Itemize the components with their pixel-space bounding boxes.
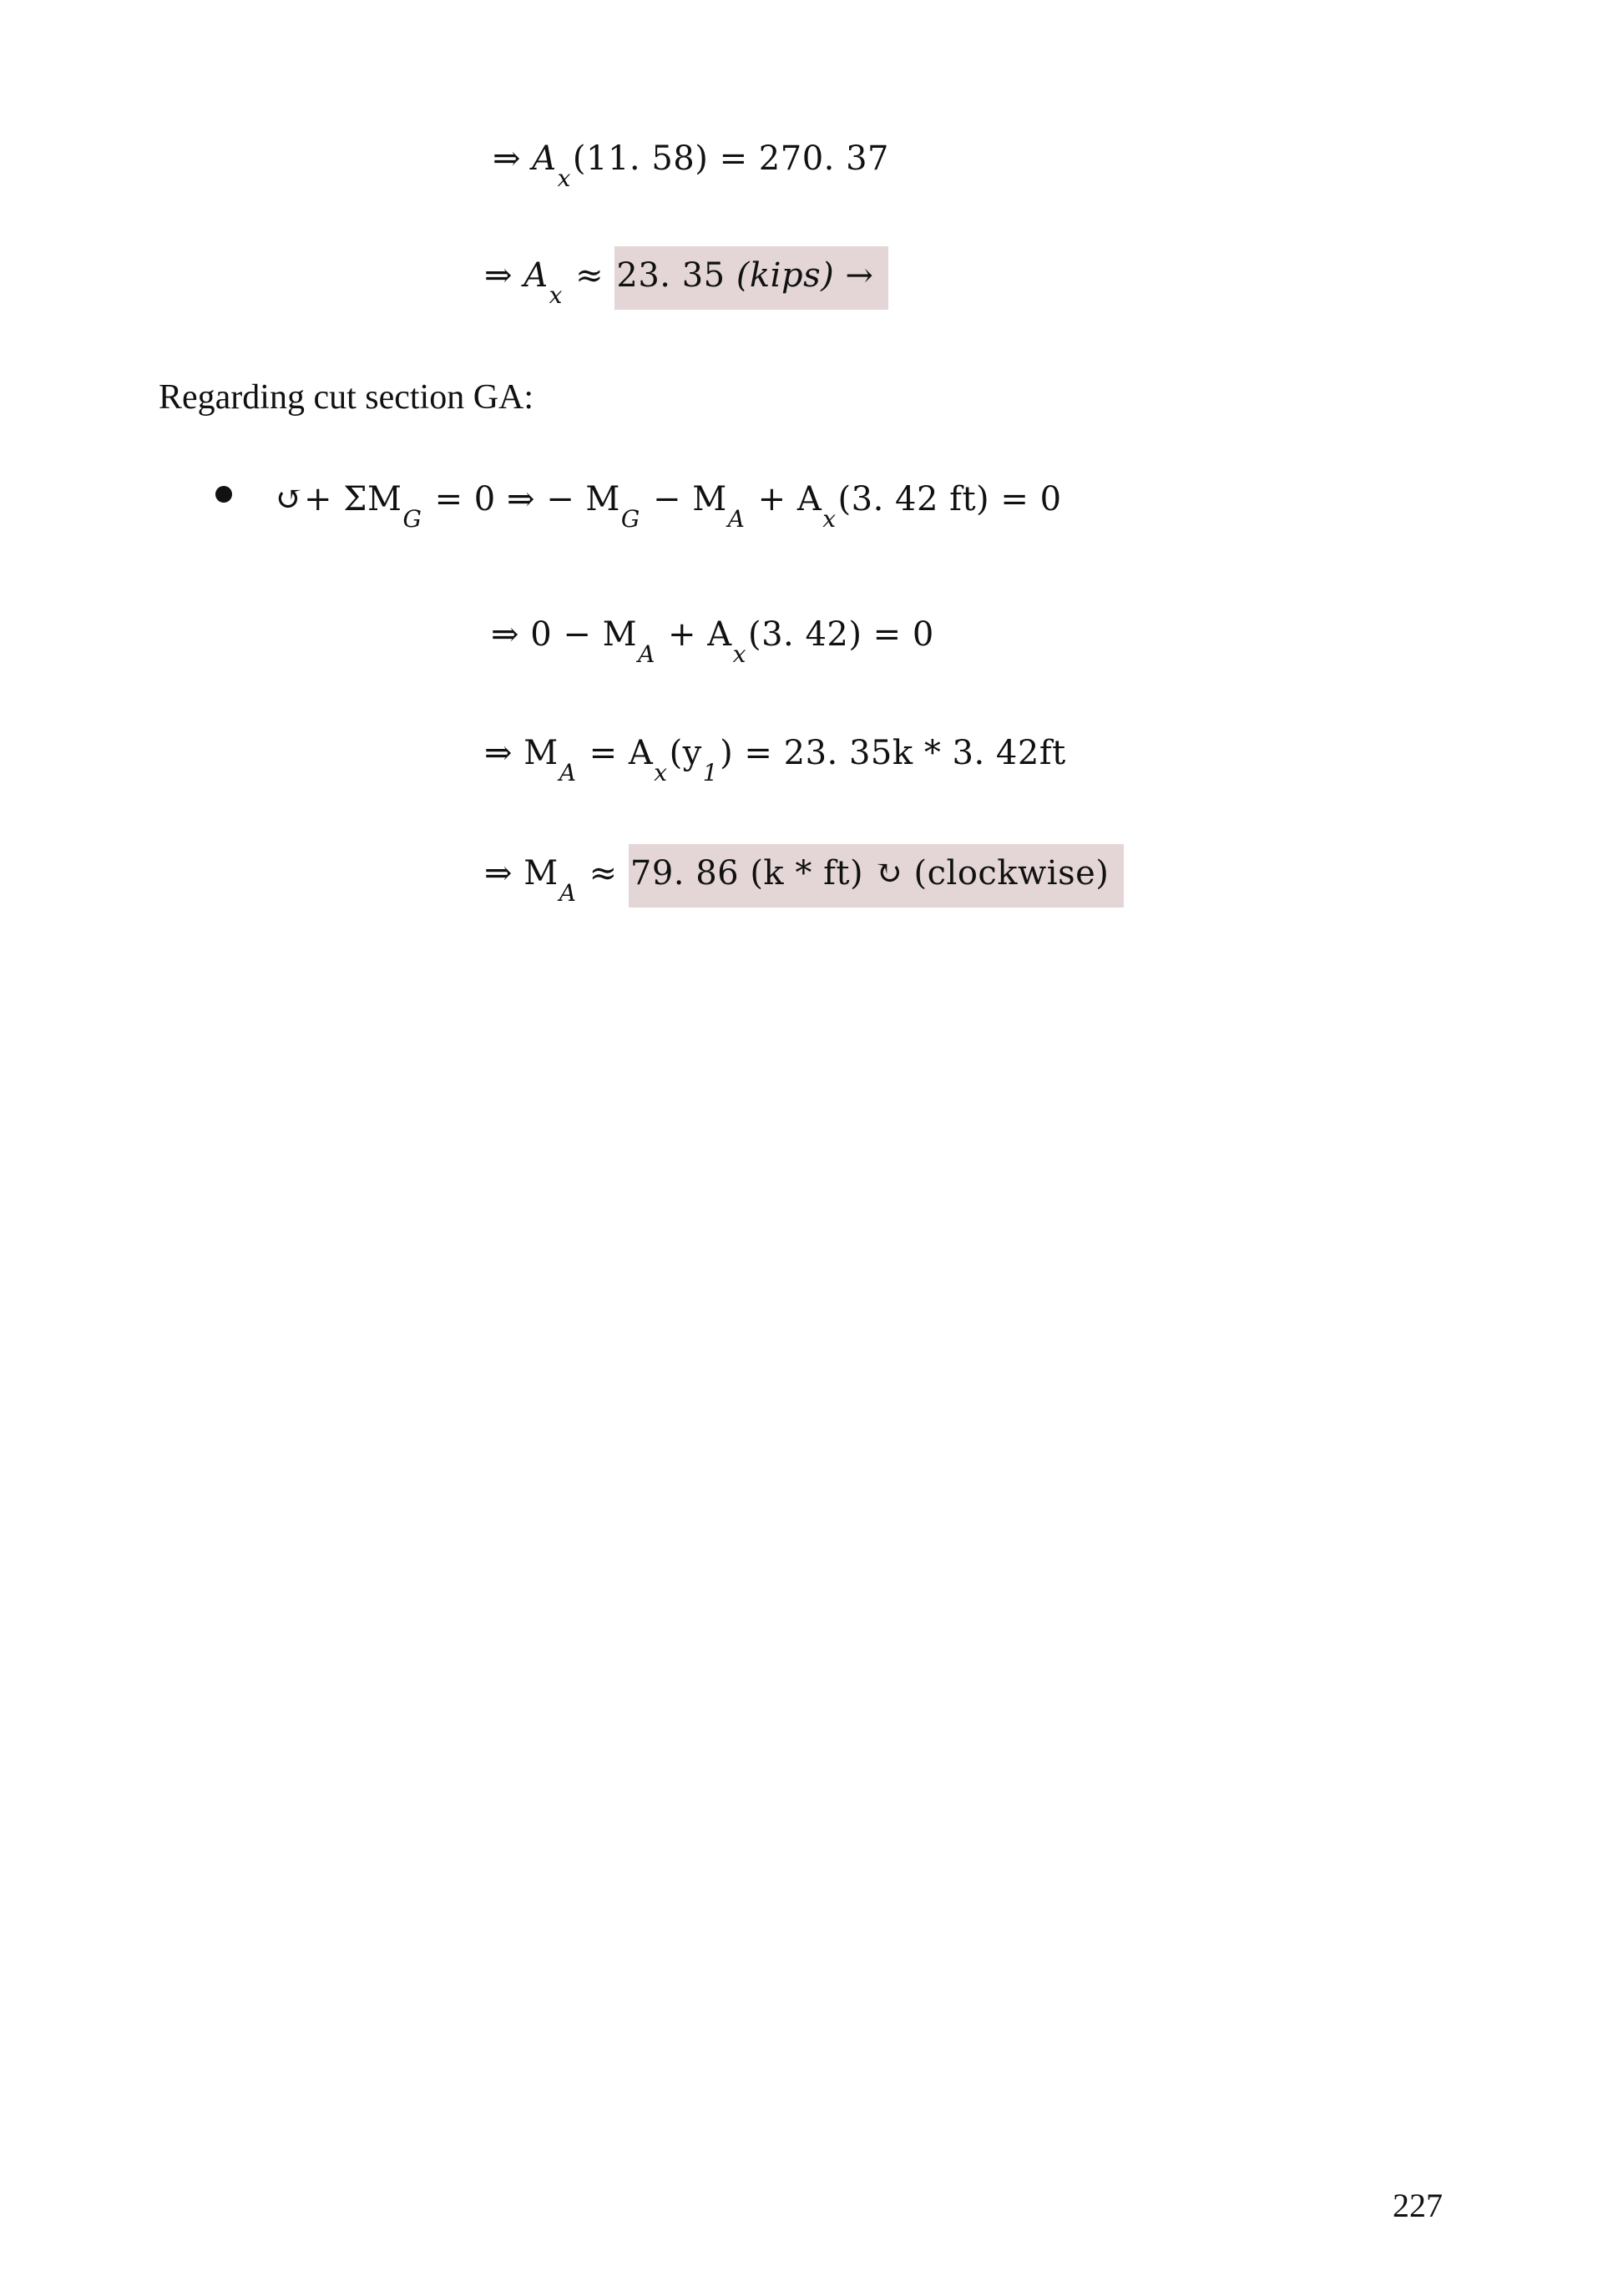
highlighted-result: 79. 86 (k * ft) ↻ (clockwise): [629, 844, 1125, 908]
equation-part: ⇒ M: [484, 854, 559, 893]
page-number: 227: [1393, 2187, 1443, 2224]
variable-a: A: [523, 256, 549, 295]
subscript-x: x: [557, 164, 571, 192]
subscript-x: x: [732, 640, 746, 668]
result-unit: (kips) →: [725, 256, 874, 295]
implies-symbol: ⇒: [484, 256, 524, 295]
equation-part: (3. 42) = 0: [747, 615, 934, 654]
moment-sum-lead: ↺+ ΣM: [276, 480, 402, 518]
subscript-a: A: [638, 640, 655, 668]
subscript-g: G: [402, 505, 422, 533]
equation-part: (y: [669, 734, 702, 772]
subscript-a: A: [559, 879, 577, 907]
equation-ax-product: [493, 139, 889, 192]
subscript-a: A: [727, 505, 746, 533]
equation-part: = 0 ⇒ − M: [423, 480, 620, 518]
subscript-x: x: [549, 281, 563, 309]
subscript-a: A: [559, 759, 577, 786]
equation-moment-substituted: [491, 615, 934, 668]
highlighted-result: [614, 246, 888, 310]
subscript-1: 1: [702, 759, 719, 786]
equation-part: ⇒ M: [484, 734, 559, 772]
bullet-point: [215, 486, 232, 503]
equation-part: ⇒ 0 − M: [491, 615, 638, 654]
equation-part: ) = 23. 35k * 3. 42ft: [720, 734, 1066, 772]
equation-part: − M: [641, 480, 727, 518]
subscript-x: x: [822, 505, 837, 533]
approx-symbol: ≈: [564, 256, 615, 295]
result-value: 23. 35: [616, 256, 726, 295]
variable-a: A: [532, 139, 557, 178]
equation-ax-result: [484, 256, 888, 309]
equation-rhs: (11. 58) = 270. 37: [572, 139, 889, 178]
equation-part: + A: [746, 480, 822, 518]
equation-part: (3. 42 ft) = 0: [837, 480, 1062, 518]
subscript-g: G: [620, 505, 640, 533]
equation-part: = A: [578, 734, 654, 772]
equation-moment-sum: [276, 480, 1062, 533]
equation-part: + A: [656, 615, 732, 654]
equation-ma-result: [484, 854, 1124, 907]
approx-symbol: ≈: [578, 854, 629, 893]
section-heading: Regarding cut section GA:: [159, 378, 534, 417]
implies-symbol: ⇒: [493, 139, 533, 178]
equation-ma-expression: [484, 734, 1066, 786]
subscript-x: x: [654, 759, 668, 786]
